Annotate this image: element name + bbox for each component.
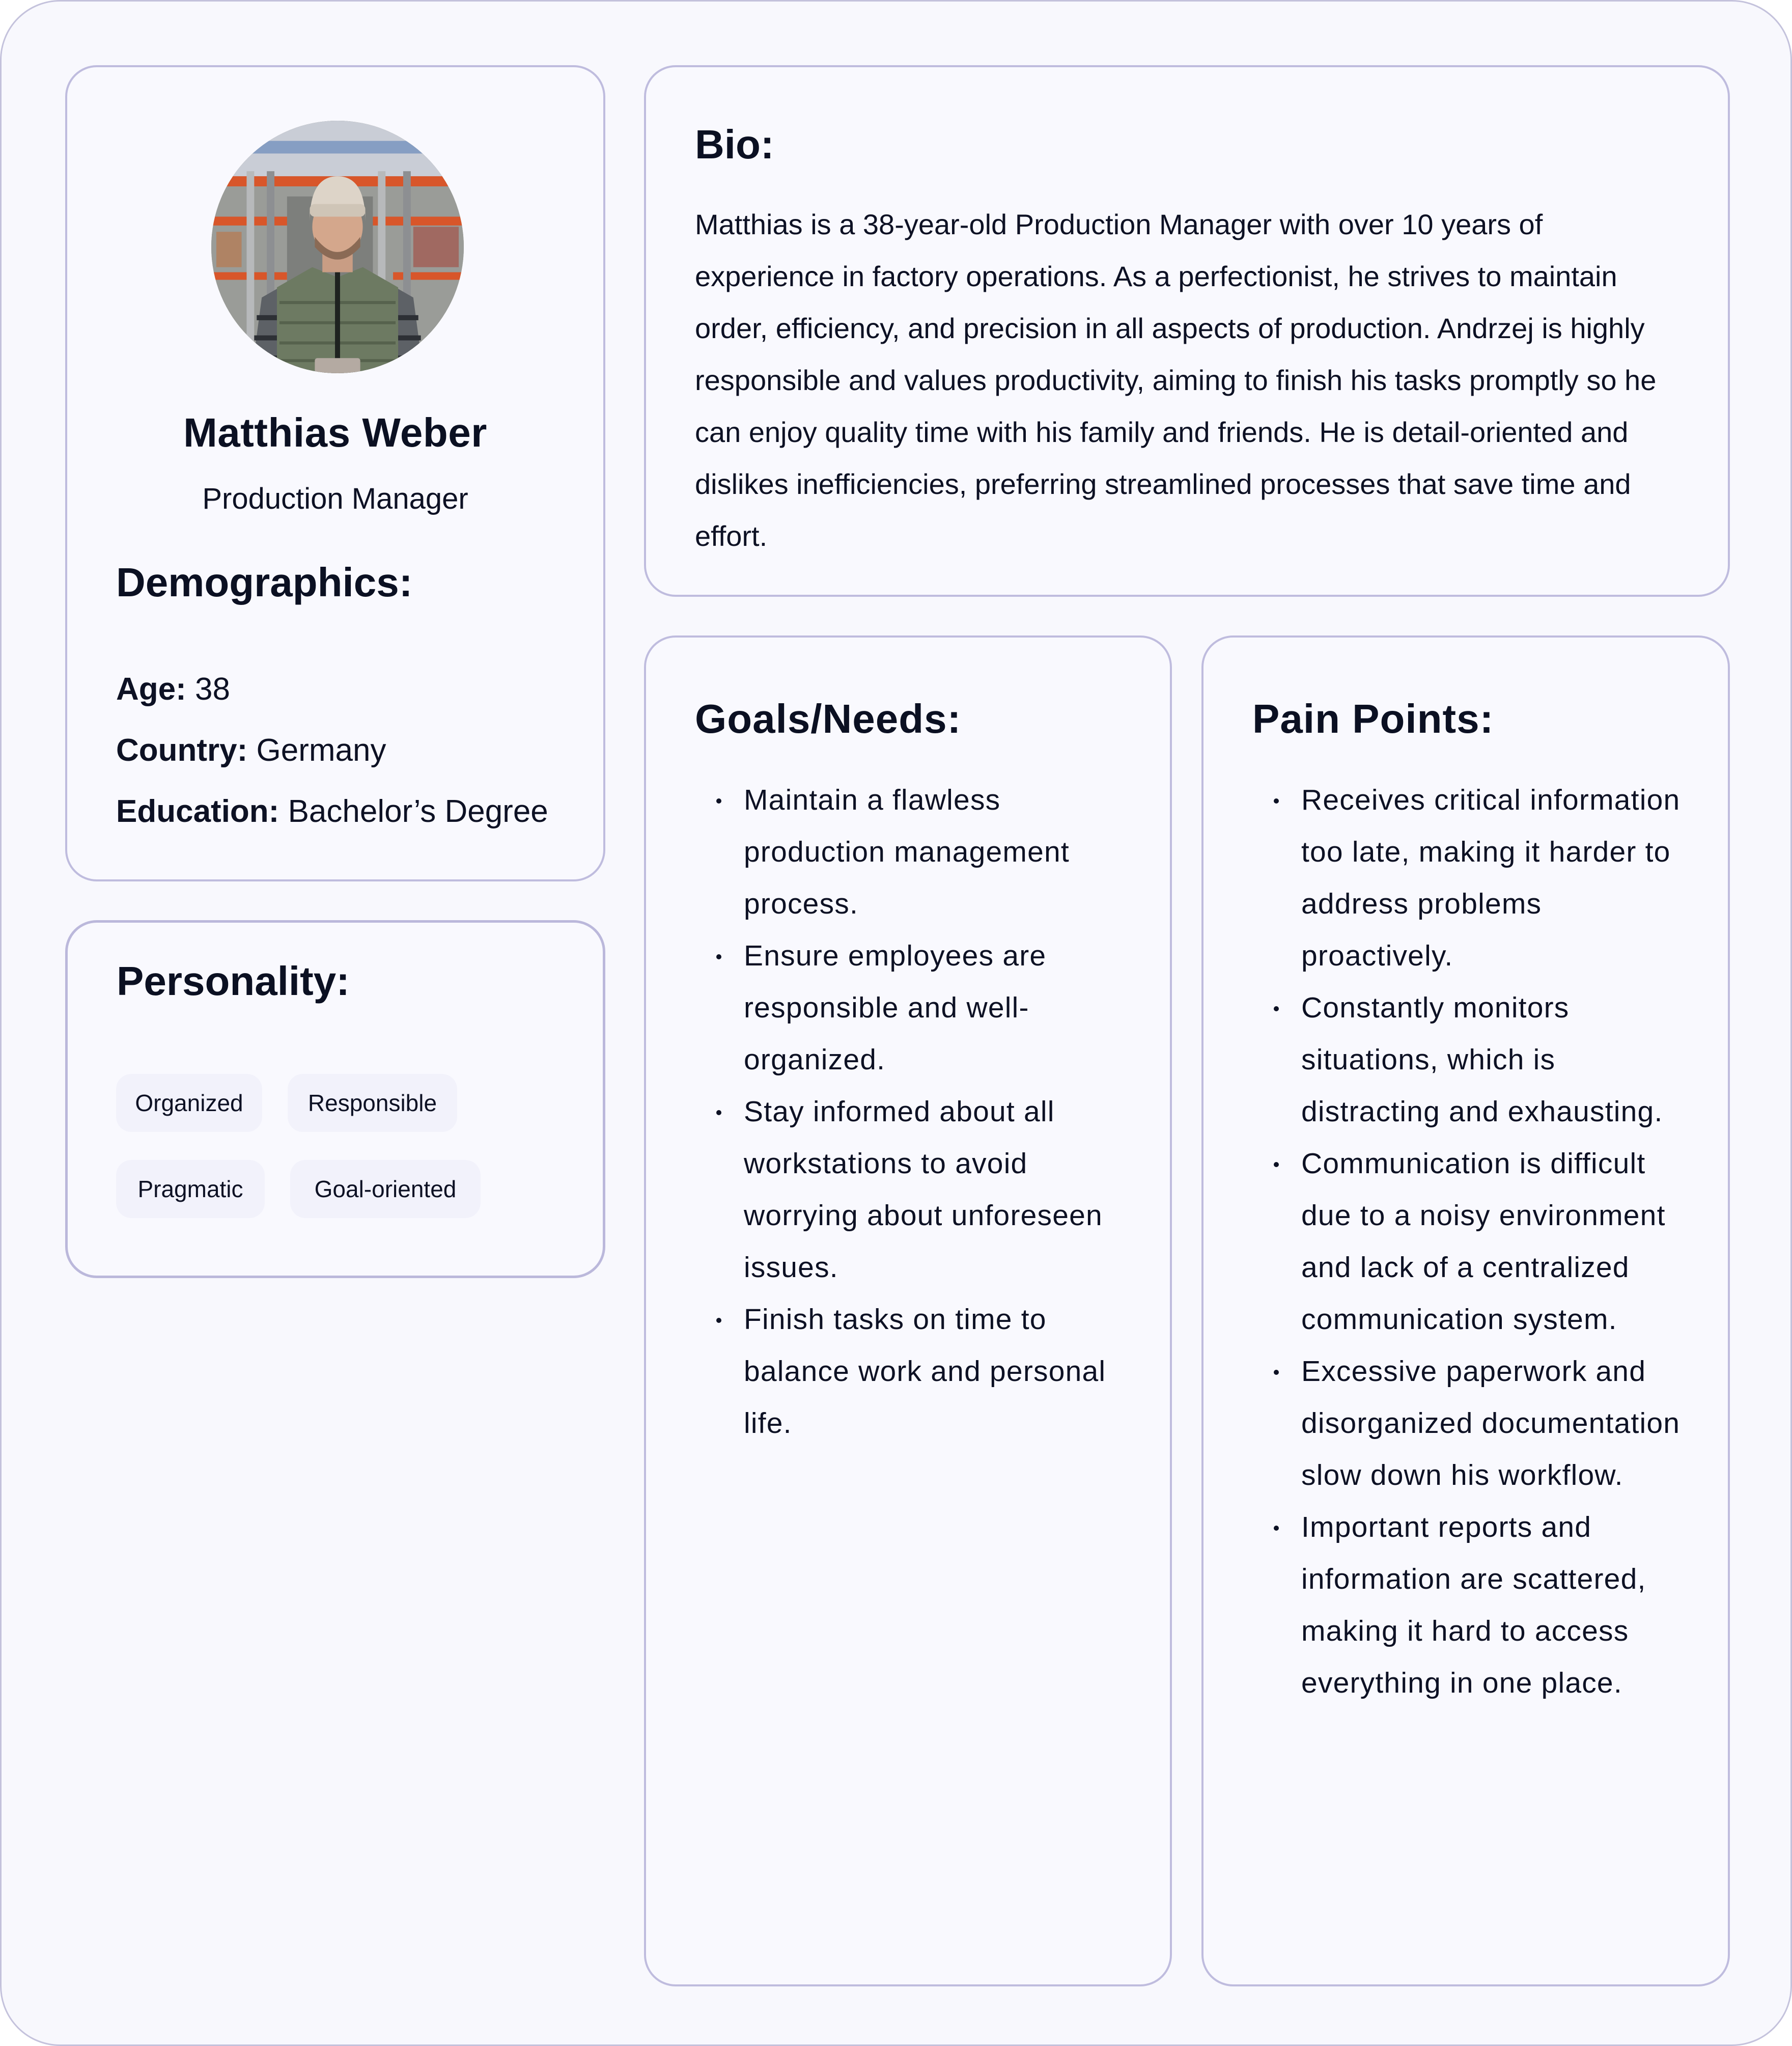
goal-item: Maintain a flawless production management process. [695,774,1139,930]
goal-item: Stay informed about all workstations to avoid worrying about unforeseen issues. [695,1086,1139,1293]
demographic-education [116,781,548,842]
goal-item: Ensure employees are responsible and well-organized. [695,930,1139,1086]
persona-role: Production Manager [202,482,468,515]
demographic-country [116,720,548,781]
pain-point-item: Communication is difficult due to a noisy environment and lack of a centralized communication system. [1252,1138,1697,1345]
personality-title: Personality: [117,958,350,1004]
demographic-value: Germany [256,733,386,768]
trait-chip-responsible: Responsible [288,1074,457,1132]
personality-card [65,920,605,1278]
profile-card [65,65,605,881]
goals-card [644,635,1172,1986]
bio-card [644,65,1730,597]
demographic-age [116,659,548,720]
trait-chip-organized: Organized [116,1074,262,1132]
goals-title: Goals/Needs: [695,696,962,741]
pain-points-list [1252,774,1697,1709]
pain-point-item: Receives critical information too late, making it harder to address problems proactively. [1252,774,1697,982]
demographics-title: Demographics: [116,560,413,605]
demographic-label: Education: [116,794,279,829]
demographics-list [116,659,548,842]
demographic-value: Bachelor’s Degree [288,794,548,829]
persona-name: Matthias Weber [183,410,487,455]
trait-chip-pragmatic: Pragmatic [116,1160,265,1218]
demographic-label: Country: [116,733,248,768]
avatar [211,121,464,373]
pain-point-item: Constantly monitors situations, which is distracting and exhausting. [1252,982,1697,1138]
avatar-photo-icon [211,121,464,373]
pain-points-card [1201,635,1730,1986]
pain-point-item: Important reports and information are scattered, making it hard to access everything in one place. [1252,1501,1697,1709]
goal-item: Finish tasks on time to balance work and personal life. [695,1293,1139,1449]
pain-points-title: Pain Points: [1252,696,1494,741]
bio-title: Bio: [695,122,774,167]
bio-text: Matthias is a 38-year-old Production Manager with over 10 years of experience in factory operations. As a perfectionist, he strives to maintain order, efficiency, and precision in all aspects of production. Andrzej is highly responsible and values productivity, aiming to finish his tasks promptly so he can enjoy quality time with his family and friends. He is detail-oriented and dislikes inefficiencies, preferring streamlined processes that save time and effort. [695,208,1657,552]
demographic-label: Age: [116,672,186,707]
pain-point-item: Excessive paperwork and disorganized documentation slow down his workflow. [1252,1345,1697,1501]
trait-chip-goal-oriented: Goal-oriented [290,1160,481,1218]
demographic-value: 38 [195,672,230,707]
goals-list [695,774,1139,1449]
